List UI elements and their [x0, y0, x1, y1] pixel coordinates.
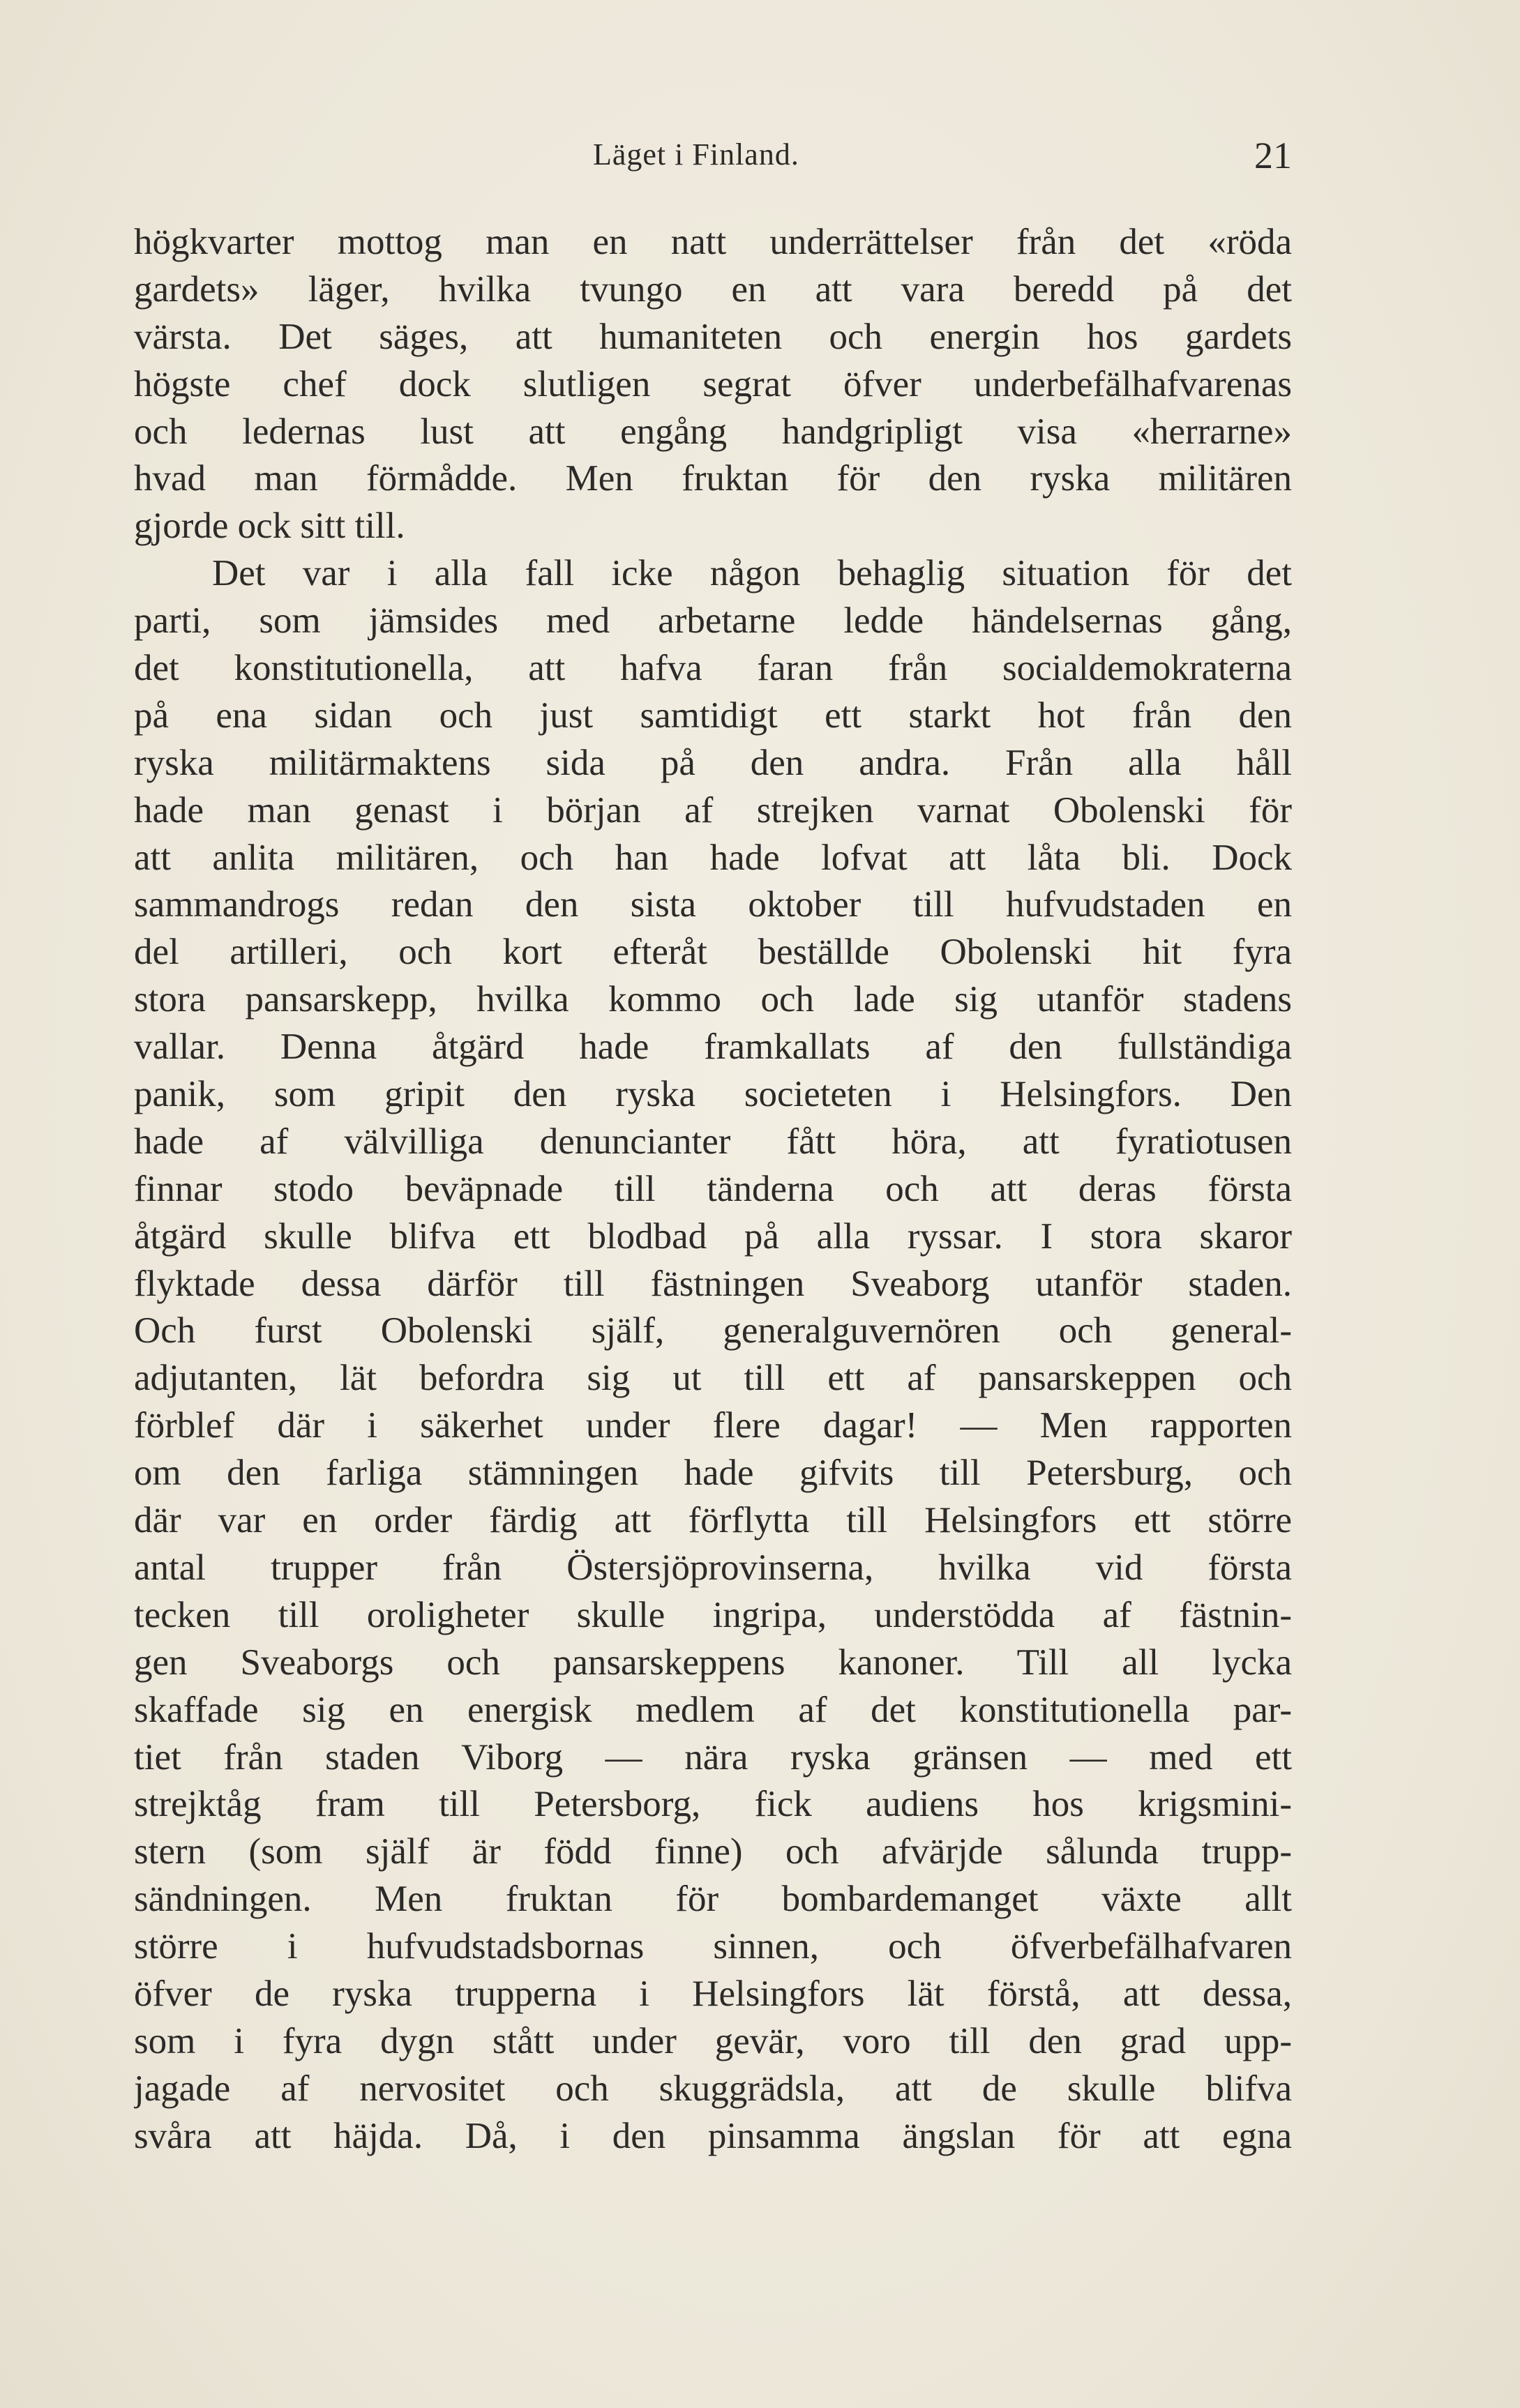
text-line: Och furst Obolenski själf, generalguvernören och general- [134, 1310, 1292, 1351]
text-line: jagade af nervositet och skuggrädsla, att de skulle blifva [134, 2068, 1292, 2109]
text-line: antal trupper från Östersjöprovinserna, hvilka vid första [134, 1547, 1292, 1588]
text-line: vallar. Denna åtgärd hade framkallats af den fullständiga [134, 1027, 1292, 1068]
text-line: parti, som jämsides med arbetarne ledde händelsernas gång, [134, 600, 1292, 642]
page-number: 21 [1254, 135, 1292, 176]
text-line: högkvarter mottog man en natt underrättelser från det «röda [134, 222, 1292, 262]
text-line: skaffade sig en energisk medlem af det konstitutionella par- [134, 1689, 1292, 1730]
text-line: panik, som gripit den ryska societeten i Helsingfors. Den [134, 1074, 1292, 1115]
text-line: öfver de ryska trupperna i Helsingfors lät förstå, att dessa, [134, 1973, 1292, 2014]
text-line: sammandrogs redan den sista oktober till hufvudstaden en [134, 884, 1292, 925]
text-line: om den farliga stämningen hade gifvits till Petersburg, och [134, 1453, 1292, 1494]
text-line: förblef där i säkerhet under flere dagar! — Men rapporten [134, 1405, 1292, 1446]
text-line: gen Sveaborgs och pansarskeppens kanoner. Till all lycka [134, 1642, 1292, 1683]
body-text [134, 219, 1292, 2160]
text-line: där var en order färdig att förflytta till Helsingfors ett större [134, 1500, 1292, 1541]
text-line: som i fyra dygn stått under gevär, voro till den grad upp- [134, 2020, 1292, 2061]
text-line: flyktade dessa därför till fästningen Sveaborg utanför staden. [134, 1263, 1292, 1304]
text-line: gjorde ock sitt till. [134, 506, 405, 547]
text-line: hvad man förmådde. Men fruktan för den ryska militären [134, 458, 1292, 499]
text-line: Det var i alla fall icke någon behaglig situation för det [212, 553, 1292, 594]
text-line: och ledernas lust att engång handgripligt visa «herrarne» [134, 411, 1292, 452]
text-line: tecken till oroligheter skulle ingripa, understödda af fästnin- [134, 1594, 1292, 1635]
text-line: strejktåg fram till Petersborg, fick audiens hos krigsmini- [134, 1784, 1292, 1825]
text-line: att anlita militären, och han hade lofvat att låta bli. Dock [134, 837, 1292, 878]
text-line: hade man genast i början af strejken varnat Obolenski för [134, 789, 1292, 831]
text-line: på ena sidan och just samtidigt ett starkt hot från den [134, 695, 1292, 736]
text-line: finnar stodo beväpnade till tänderna och att deras första [134, 1168, 1292, 1209]
text-line: åtgärd skulle blifva ett blodbad på alla ryssar. I stora skaror [134, 1216, 1292, 1257]
text-line: högste chef dock slutligen segrat öfver underbefälhafvarenas [134, 363, 1292, 404]
text-line: del artilleri, och kort efteråt beställde Obolenski hit fyra [134, 932, 1292, 973]
text-line: stern (som själf är född finne) och afvärjde sålunda trupp- [134, 1831, 1292, 1872]
running-title: Läget i Finland. [593, 137, 799, 172]
text-line: hade af välvilliga denuncianter fått höra, att fyratiotusen [134, 1121, 1292, 1162]
page-header [134, 137, 1292, 185]
text-line: ryska militärmaktens sida på den andra. Från alla håll [134, 742, 1292, 783]
text-line: gardets» läger, hvilka tvungo en att vara beredd på det [134, 268, 1292, 310]
text-line: det konstitutionella, att hafva faran från socialdemokraterna [134, 648, 1292, 689]
text-line: större i hufvudstadsbornas sinnen, och öfverbefälhafvaren [134, 1926, 1292, 1967]
text-line: värsta. Det säges, att humaniteten och energin hos gardets [134, 316, 1292, 357]
text-line: svåra att häjda. Då, i den pinsamma ängslan för att egna [134, 2115, 1292, 2156]
text-line: stora pansarskepp, hvilka kommo och lade sig utanför stadens [134, 979, 1292, 1020]
text-line: tiet från staden Viborg — nära ryska gränsen — med ett [134, 1736, 1292, 1778]
text-line: adjutanten, lät befordra sig ut till ett af pansarskeppen och [134, 1358, 1292, 1399]
text-line: sändningen. Men fruktan för bombardemanget växte allt [134, 1879, 1292, 1920]
